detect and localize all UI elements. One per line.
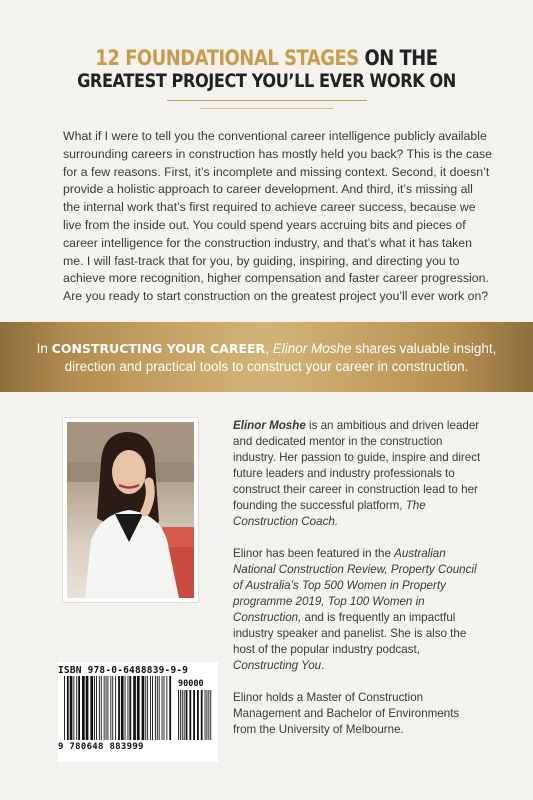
barcode-bar <box>166 676 167 740</box>
barcode-bar <box>94 676 95 740</box>
barcode-bar <box>110 676 111 740</box>
author-portrait-illustration <box>67 422 194 598</box>
barcode-bar <box>164 676 165 740</box>
barcode-bar <box>67 676 69 740</box>
bio-p2-mid: and is frequently an impactful industry speaker and panelist. She is also the host of the popular industry podcast, <box>233 611 467 656</box>
isbn-text: ISBN 978-0-6488839-9-9 <box>58 665 189 676</box>
barcode-bar <box>106 676 107 740</box>
author-photo-image <box>67 422 194 598</box>
bio-features: Australian National Construction Review, Property Council of Australia’s Top 500 Women in Property programme 2019, Top 100 Women in Construction, <box>233 547 477 624</box>
platform-name: The Construction Coach. <box>233 499 426 528</box>
addon-barcode-bar <box>205 690 206 740</box>
barcode-bar <box>118 676 120 740</box>
bio-paragraph-1 <box>233 418 483 530</box>
author-name: Elinor Moshe <box>272 341 352 356</box>
barcode-bar <box>108 676 109 740</box>
barcode-bar <box>133 676 136 740</box>
barcode-bar <box>142 676 145 740</box>
barcode-bar <box>159 676 160 740</box>
addon-barcode-bar <box>178 690 179 740</box>
barcode-bar <box>90 676 93 740</box>
barcode-bar <box>96 676 97 740</box>
barcode-bar <box>147 676 148 740</box>
barcode-bar <box>104 676 105 740</box>
barcode-bar <box>121 676 124 740</box>
addon-barcode-bar <box>208 690 209 740</box>
addon-barcode-bar <box>193 690 195 740</box>
barcode-bar <box>128 676 129 740</box>
barcode-bar <box>152 676 153 740</box>
barcode-bar <box>169 676 171 740</box>
bio-paragraph-3: Elinor holds a Master of Construction Management and Bachelor of Environments from the University of Melbourne. <box>233 691 460 736</box>
heading-highlight: 12 FOUNDATIONAL STAGES <box>95 46 359 70</box>
barcode-bar <box>101 676 102 740</box>
barcode-bar <box>115 676 116 740</box>
barcode-bar <box>70 676 73 740</box>
barcode-bar <box>112 676 113 740</box>
bio-p1-text: is an ambitious and driven leader and dedicated mentor in the construction industry. Her passion to guide, inspire and direct future leaders and industry professionals to construct their career in construction lead to her founding the successful platform, <box>233 419 481 512</box>
heading-divider-short <box>200 108 333 109</box>
banner-line-1-rest: shares valuable insight, <box>351 341 497 356</box>
barcode-bar <box>150 676 151 740</box>
addon-barcode-bar <box>210 690 211 740</box>
addon-barcode-bar <box>184 690 185 740</box>
addon-barcode-bar <box>182 690 183 740</box>
barcode-bar <box>64 676 65 740</box>
heading-line-2: GREATEST PROJECT YOU’LL EVER WORK ON <box>77 70 456 92</box>
addon-barcode-bar <box>189 690 191 740</box>
barcode-bar <box>86 676 89 740</box>
addon-barcode-bar <box>201 690 203 740</box>
banner-pre: In <box>36 341 52 356</box>
barcode-bar <box>129 676 131 740</box>
author-photo <box>63 418 198 602</box>
heading-line-1-rest: ON THE <box>358 46 438 70</box>
banner-text <box>0 340 533 376</box>
author-bio <box>233 418 483 754</box>
bio-author-name: Elinor Moshe <box>233 419 306 432</box>
banner-line-2: direction and practical tools to construct your career in construction. <box>64 359 469 374</box>
barcode-bar <box>82 676 85 740</box>
addon-barcode-bar <box>180 690 181 740</box>
banner-comma: , <box>265 341 273 356</box>
book-title: CONSTRUCTING YOUR CAREER <box>51 341 266 356</box>
addon-barcode-bar <box>186 690 188 740</box>
addon-barcode-bar <box>207 690 208 740</box>
price-code: 90000 <box>178 679 204 689</box>
bio-p2-end: . <box>321 659 325 672</box>
barcode-bar <box>157 676 158 740</box>
bio-p2-pre: Elinor has been featured in the <box>233 547 395 560</box>
barcode-bar <box>73 676 74 740</box>
heading-line-1 <box>40 46 493 70</box>
barcode-bar <box>125 676 126 740</box>
barcode-bar <box>162 676 163 740</box>
barcode-bar <box>137 676 140 740</box>
barcode-bar <box>76 676 77 740</box>
intro-paragraph: What if I were to tell you the conventional career intelligence publicly available surrounding careers in construction has mostly held you back? This is the case for a few reasons. First, it’s incomplete and missing context. Second, it doesn’t provide a holistic approach to career development. And third, it’s missing all the internal work that’s first required to achieve career success, because we live from the inside out. You could spend years accruing bits and pieces of career intelligence for the construction industry, and that’s what it has taken me. I will fast-track that for you, by guiding, inspiring, and directing you to achieve more recognition, higher compensation and faster career progression. Are you ready to start construction on the greatest project you’ll ever work on? <box>63 129 493 304</box>
addon-barcode-bar <box>197 690 199 740</box>
podcast-name: Constructing You <box>233 659 322 672</box>
heading-divider <box>167 100 367 101</box>
barcode-bar <box>99 676 100 740</box>
barcode-bar <box>155 676 156 740</box>
barcode-bar <box>145 676 146 740</box>
barcode-digits: 9 780648 883999 <box>58 742 144 752</box>
bio-paragraph-2 <box>233 546 483 674</box>
barcode-bar <box>78 676 80 740</box>
